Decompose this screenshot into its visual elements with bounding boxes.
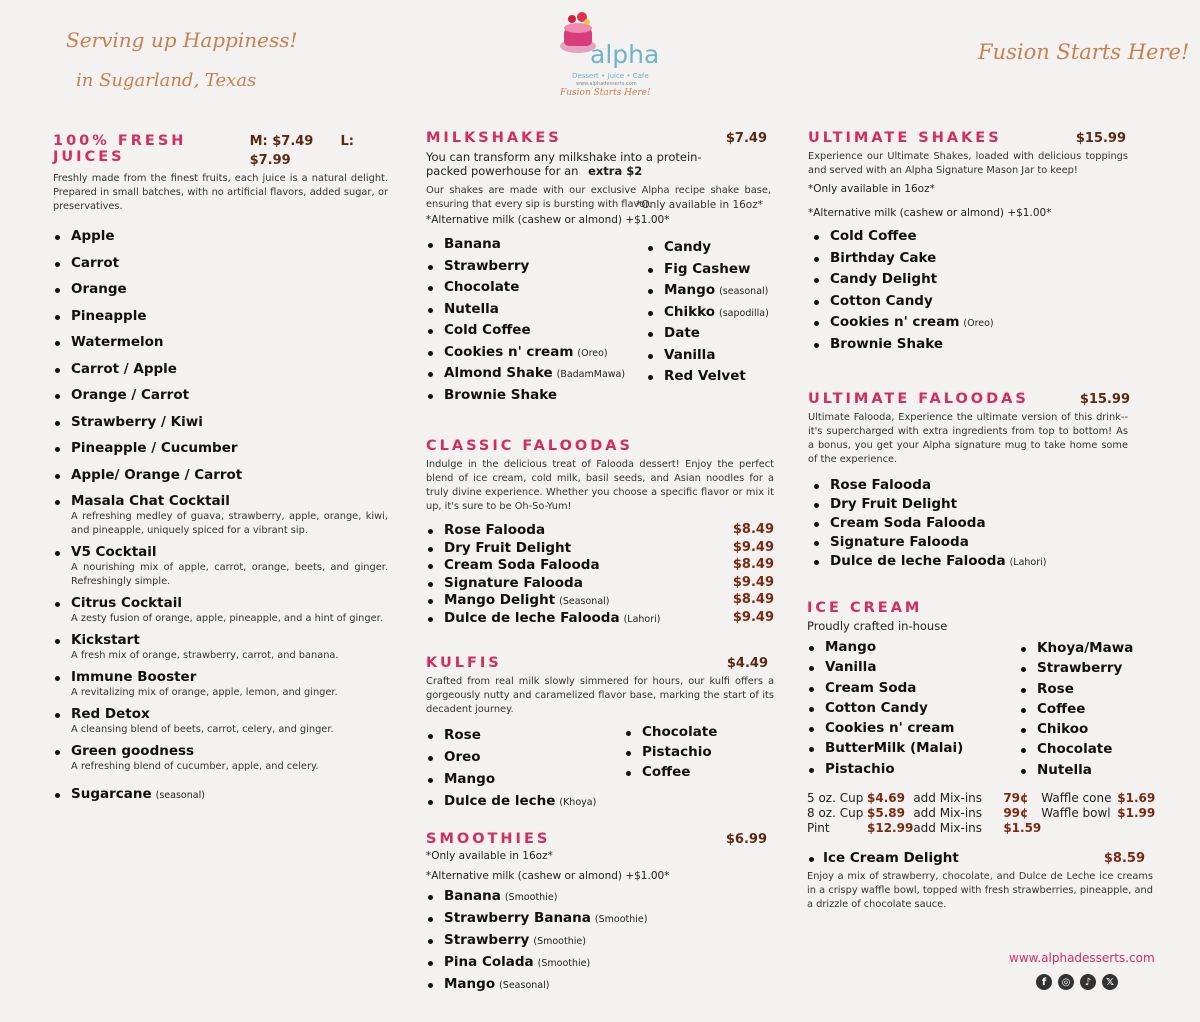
instagram-icon[interactable]: ◎ <box>1058 974 1074 990</box>
item-name: Oreo <box>444 749 481 765</box>
ice-cream-delight <box>807 850 1153 866</box>
milkshakes-lists <box>426 236 771 408</box>
list-item <box>807 680 1019 696</box>
ice-cream-delight-item <box>807 850 959 866</box>
price-label: add Mix-ins <box>913 821 983 836</box>
item-name: Apple <box>71 228 115 244</box>
ultimate-faloodas-list <box>812 477 1128 569</box>
list-item <box>426 387 646 403</box>
item-name: Coffee <box>642 764 691 780</box>
list-item <box>426 771 624 787</box>
price-value: 79¢ <box>1003 791 1029 806</box>
list-item <box>53 632 388 663</box>
item-desc: A zesty fusion of orange, apple, pineapple, and a hint of ginger. <box>71 613 383 624</box>
list-item <box>1019 741 1133 757</box>
item-name: Carrot / Apple <box>71 360 177 377</box>
item-name: Rose <box>1037 680 1074 697</box>
price-value: $1.99 <box>1117 806 1156 821</box>
list-item <box>812 534 1128 550</box>
list-item <box>426 954 771 970</box>
item-name: Chocolate <box>1037 741 1113 758</box>
list-item <box>53 308 388 324</box>
list-item <box>624 744 717 760</box>
item-note: (Lahori) <box>1009 557 1047 568</box>
item-label <box>444 575 583 591</box>
item-note: (seasonal) <box>155 790 205 801</box>
item-name: Strawberry / Kiwi <box>71 413 203 430</box>
list-item <box>812 314 1128 330</box>
item-name: Immune Booster <box>71 669 197 685</box>
list-item <box>1019 660 1133 676</box>
item-name: Coffee <box>1037 700 1086 717</box>
kulfis-price: $4.49 <box>726 655 768 671</box>
milkshakes-col1 <box>426 236 646 408</box>
item-name: Banana <box>444 236 501 252</box>
list-item <box>426 932 771 948</box>
price-value: $1.59 <box>1003 821 1042 836</box>
ice-cream-delight-price: $8.59 <box>1103 850 1145 866</box>
item-price: $9.49 <box>732 574 774 590</box>
item-note: (Smoothie) <box>533 936 586 947</box>
list-item <box>426 301 646 317</box>
list-item <box>1019 762 1133 778</box>
item-name: Strawberry <box>444 932 530 948</box>
price-row <box>807 791 913 806</box>
ultimate-shakes-section <box>808 130 1128 357</box>
item-name: Red Detox <box>71 706 150 722</box>
list-item <box>53 706 388 737</box>
list-item <box>426 365 646 381</box>
list-item <box>426 749 624 765</box>
logo-tagline: Fusion Starts Here! <box>560 88 651 98</box>
item-name: Orange / Carrot <box>71 387 190 403</box>
item-name: Cotton Candy <box>825 699 928 716</box>
list-item <box>426 793 624 809</box>
list-item <box>812 336 1128 352</box>
item-name: Pina Colada <box>444 954 534 970</box>
item-price: $8.49 <box>732 522 774 537</box>
list-item <box>812 553 1128 569</box>
item-price: $8.49 <box>732 557 774 572</box>
classic-faloodas-list <box>426 522 774 626</box>
list-item <box>646 282 769 298</box>
price-row <box>913 791 1041 806</box>
item-label <box>444 592 610 608</box>
juices-title: 100% FRESH JUICES <box>53 133 187 165</box>
item-note: (Smoothie) <box>504 892 558 903</box>
list-item <box>812 477 1128 493</box>
list-item <box>807 720 1019 736</box>
item-price: $8.49 <box>732 592 774 607</box>
item-name: Sugarcane <box>71 786 152 802</box>
item-name: Masala Chat Cocktail <box>71 493 230 509</box>
list-item <box>812 515 1128 531</box>
item-name: Cream Soda Falooda <box>444 557 600 573</box>
item-name: Kickstart <box>71 632 140 648</box>
ultimate-shakes-alt-milk: *Alternative milk (cashew or almond) +$1.00* <box>808 207 1052 219</box>
item-note: (sapodilla) <box>719 307 769 319</box>
item-name: Rose <box>444 727 481 743</box>
item-name: Mango <box>444 771 496 787</box>
price-value: $12.99 <box>867 821 914 836</box>
ice-cream-col1 <box>807 639 1019 782</box>
list-item <box>53 467 388 483</box>
item-name: Brownie Shake <box>444 386 558 403</box>
ice-cream-section <box>807 600 1155 912</box>
milkshakes-desc <box>426 184 771 212</box>
milkshakes-col2 <box>646 239 769 408</box>
ultimate-faloodas-title: ULTIMATE FALOODAS <box>808 391 1029 407</box>
item-name: Orange <box>71 281 127 297</box>
list-item <box>426 236 646 252</box>
price-row <box>807 821 913 836</box>
classic-faloodas-title: CLASSIC FALOODAS <box>426 438 633 454</box>
item-note: (Khoya) <box>559 797 597 808</box>
item-name: Birthday Cake <box>830 249 937 266</box>
item-name: Brownie Shake <box>830 335 944 352</box>
item-name: Rose Falooda <box>830 477 932 493</box>
ultimate-shakes-desc: Experience our Ultimate Shakes, loaded with delicious toppings and served with an Alpha Signature Mason Jar to keep! <box>808 151 1128 176</box>
list-item <box>53 334 388 350</box>
classic-faloodas-desc: Indulge in the delicious treat of Falooda dessert! Enjoy the perfect blend of ice cream, cold milk, basil seeds, and Asian noodles for a truly divine experience. Whether you choose a specific flavor or mix it up, it's sure to be Oh-So-Yum! <box>426 459 774 512</box>
item-name: Fig Cashew <box>664 260 751 277</box>
list-item <box>1019 681 1133 697</box>
list-item <box>53 387 388 403</box>
item-name: Khoya/Mawa <box>1037 640 1134 656</box>
ice-cream-delight-desc: Enjoy a mix of strawberry, chocolate, and Dulce de Leche ice creams in a crispy waffle bowl, topped with fresh strawberries, pineapple, and a drizzle of chocolate sauce. <box>807 871 1153 911</box>
list-item <box>426 910 771 926</box>
price-value: 99¢ <box>1003 806 1029 821</box>
smoothies-section <box>426 831 771 998</box>
logo-sub: Dessert • Juice • Cafe <box>572 72 649 80</box>
logo <box>552 10 660 100</box>
item-name: Green goodness <box>71 743 195 759</box>
list-item <box>426 322 646 338</box>
list-item <box>812 271 1128 287</box>
milkshakes-desc-text: Our shakes are made with our exclusive Alpha recipe shake base, ensuring that every sip is bursting with flavor. <box>426 185 771 210</box>
list-item <box>53 281 388 297</box>
smoothies-alt-milk: *Alternative milk (cashew or almond) +$1.00* <box>426 870 670 882</box>
smoothies-title: SMOOTHIES <box>426 831 551 847</box>
social-icons <box>1030 974 1118 990</box>
smoothies-price: $6.99 <box>725 831 767 847</box>
price-label: 5 oz. Cup <box>807 791 864 806</box>
item-note: (Seasonal) <box>499 980 550 991</box>
list-item <box>1019 640 1133 656</box>
item-name: Pistachio <box>642 744 712 760</box>
item-name: Mango Delight <box>444 592 556 608</box>
tagline-left-1: Serving up Happiness! <box>66 28 298 52</box>
list-item <box>426 592 774 608</box>
juices-list <box>53 228 388 774</box>
item-name: Cream Soda <box>825 679 917 696</box>
item-name: Chikko <box>664 303 716 320</box>
item-desc: A fresh mix of orange, strawberry, carrot, and banana. <box>71 650 339 661</box>
list-item <box>812 228 1128 244</box>
list-item <box>646 261 769 277</box>
price-value: $4.69 <box>867 791 905 806</box>
list-item <box>426 727 624 743</box>
list-item <box>426 522 774 538</box>
list-item <box>426 575 774 591</box>
price-row <box>1041 791 1155 806</box>
item-name: Pineapple / Cucumber <box>71 440 238 456</box>
item-name: Candy <box>664 239 712 255</box>
ultimate-shakes-price: $15.99 <box>1075 130 1126 146</box>
item-name: Strawberry Banana <box>444 910 591 926</box>
item-name: Cookies n' cream <box>825 720 955 737</box>
milkshakes-line1: You can transform any milkshake into a protein-packed powerhouse for an <box>426 150 702 178</box>
tiktok-icon[interactable]: ♪ <box>1080 974 1096 990</box>
item-name: Dulce de leche Falooda <box>444 609 620 626</box>
list-item <box>807 659 1019 675</box>
item-name: Cookies n' cream <box>444 343 574 360</box>
list-item <box>812 250 1128 266</box>
item-name: Nutella <box>444 300 499 317</box>
item-note: (Oreo) <box>963 318 994 329</box>
list-item <box>426 258 646 274</box>
item-name: V5 Cocktail <box>71 544 157 560</box>
list-item <box>53 255 388 271</box>
list-item <box>807 700 1019 716</box>
item-name: Date <box>664 325 700 341</box>
milkshakes-alt-milk: *Alternative milk (cashew or almond) +$1.00* <box>426 214 670 226</box>
item-desc: A refreshing medley of guava, strawberry, apple, orange, kiwi, and pineapple, uniquely spiced for a vibrant sip. <box>71 511 388 536</box>
list-item <box>624 724 717 740</box>
list-item <box>53 743 388 774</box>
logo-url: www.alphadesserts.com <box>576 81 637 87</box>
x-icon[interactable]: 𝕏 <box>1102 974 1118 990</box>
ice-cream-title: ICE CREAM <box>807 600 923 616</box>
list-item <box>646 304 769 320</box>
list-item <box>646 325 769 341</box>
list-item <box>807 740 1019 756</box>
item-note: (Smoothie) <box>537 958 591 969</box>
item-name: Candy Delight <box>830 271 938 287</box>
price-label: 8 oz. Cup <box>807 806 864 821</box>
kulfis-lists <box>426 724 774 815</box>
smoothies-list <box>426 888 771 992</box>
ice-cream-mixins <box>913 791 1041 836</box>
price-label: add Mix-ins <box>913 791 983 806</box>
item-name: ButterMilk (Malai) <box>825 740 964 757</box>
list-item <box>1019 721 1133 737</box>
juices-desc: Freshly made from the finest fruits, each juice is a natural delight. Prepared in small batches, with no artificial flavors, added sugar, or preservatives. <box>53 173 388 212</box>
item-name: Mango <box>825 639 877 655</box>
item-note: (Oreo) <box>577 347 608 359</box>
list-item <box>807 850 959 866</box>
item-name: Nutella <box>1037 761 1092 778</box>
item-name: Banana <box>444 888 501 904</box>
ultimate-faloodas-price: $15.99 <box>1079 391 1130 407</box>
ultimate-faloodas-desc: Ultimate Falooda, Experience the ultimate version of this drink--it's supercharged with extra ingredients from top to bottom! As a bonus, you get your Alpha signature mug to take home some of the experience. <box>808 412 1128 465</box>
item-name: Mango <box>664 282 716 298</box>
item-name: Cotton Candy <box>830 292 933 309</box>
list-item <box>426 976 771 992</box>
item-name: Dry Fruit Delight <box>830 496 958 512</box>
item-name: Citrus Cocktail <box>71 595 182 611</box>
item-name: Red Velvet <box>664 368 746 384</box>
item-desc: A cleansing blend of beets, carrot, celery, and ginger. <box>71 724 334 735</box>
list-item <box>53 669 388 700</box>
tagline-right: Fusion Starts Here! <box>978 40 1190 64</box>
milkshakes-extra: extra $2 <box>588 164 643 178</box>
list-item <box>53 414 388 430</box>
item-label <box>444 557 600 573</box>
list-item <box>53 786 388 802</box>
list-item <box>426 540 774 556</box>
list-item <box>426 557 774 573</box>
item-note: (Smoothie) <box>594 914 648 925</box>
list-item <box>53 228 388 244</box>
item-note: (Seasonal) <box>559 596 610 607</box>
ice-cream-col2 <box>1019 640 1133 782</box>
price-label: Pint <box>807 821 830 836</box>
item-name: Cookies n' cream <box>830 314 960 330</box>
price-value: $5.89 <box>867 806 905 821</box>
item-name: Chikoo <box>1037 721 1089 738</box>
juices-price-m: M: $7.49 <box>249 134 314 149</box>
item-desc: A revitalizing mix of orange, apple, lemon, and ginger. <box>71 687 338 698</box>
price-row <box>1041 806 1155 821</box>
list-item <box>53 440 388 456</box>
list-item <box>53 361 388 377</box>
item-name: Watermelon <box>71 334 164 350</box>
ice-cream-waffles <box>1041 791 1155 836</box>
list-item <box>812 496 1128 512</box>
item-note: (seasonal) <box>719 286 769 297</box>
ultimate-shakes-only16: *Only available in 16oz* <box>808 183 935 195</box>
ultimate-shakes-title: ULTIMATE SHAKES <box>808 130 1002 146</box>
item-name: Signature Falooda <box>444 574 583 591</box>
milkshakes-only16: *Only available in 16oz* <box>636 199 763 211</box>
item-name: Rose Falooda <box>444 522 546 538</box>
kulfis-col2 <box>624 724 717 815</box>
list-item <box>426 344 646 360</box>
list-item <box>53 595 388 626</box>
item-name: Almond Shake <box>444 365 553 381</box>
item-name: Strawberry <box>1037 660 1123 677</box>
classic-faloodas-section <box>426 438 774 627</box>
price-label: Waffle cone <box>1041 791 1112 806</box>
item-name: Vanilla <box>825 659 877 676</box>
item-name: Vanilla <box>664 346 716 363</box>
milkshakes-title: MILKSHAKES <box>426 130 562 146</box>
list-item <box>646 347 769 363</box>
price-row <box>913 806 1041 821</box>
item-name: Pineapple <box>71 307 147 324</box>
item-name: Cold Coffee <box>830 228 917 244</box>
price-row <box>913 821 1041 836</box>
kulfis-section <box>426 655 774 815</box>
item-name: Chocolate <box>444 279 520 295</box>
list-item <box>426 888 771 904</box>
item-name: Apple/ Orange / Carrot <box>71 466 243 483</box>
list-item <box>53 544 388 589</box>
item-name: Dulce de leche Falooda <box>830 553 1006 569</box>
list-item <box>53 493 388 538</box>
item-name: Dulce de leche <box>444 793 556 809</box>
price-label: Waffle bowl <box>1041 806 1111 821</box>
list-item <box>426 279 646 295</box>
ice-cream-pricing <box>807 791 1155 836</box>
kulfis-desc: Crafted from real milk slowly simmered for hours, our kulfi offers a gorgeously nutty and caramelized flavor base, marking the start of its decadent journey. <box>426 676 774 715</box>
item-name: Ice Cream Delight <box>823 850 959 867</box>
ice-cream-subtitle: Proudly crafted in-house <box>807 619 948 633</box>
kulfis-title: KULFIS <box>426 655 502 671</box>
list-item <box>646 368 769 384</box>
item-name: Cold Coffee <box>444 322 531 338</box>
item-name: Signature Falooda <box>830 534 969 550</box>
list-item <box>807 639 1019 655</box>
list-item <box>624 764 717 780</box>
item-price: $9.49 <box>732 539 774 555</box>
list-item <box>646 239 769 255</box>
tagline-left-2: in Sugarland, Texas <box>76 70 257 91</box>
item-name: Chocolate <box>642 724 718 740</box>
juices-price-l: L: $7.99 <box>249 134 354 168</box>
ultimate-faloodas-section <box>808 391 1128 572</box>
list-item <box>426 610 774 626</box>
ice-cream-lists <box>807 639 1155 782</box>
item-note: (Lahori) <box>623 613 661 625</box>
price-value: $1.69 <box>1117 791 1156 806</box>
item-label <box>444 522 545 538</box>
price-row <box>807 806 913 821</box>
item-name: Pistachio <box>825 760 895 777</box>
ultimate-shakes-list <box>812 228 1128 352</box>
item-desc: A nourishing mix of apple, carrot, orange, beets, and ginger. Refreshingly simple. <box>71 562 388 587</box>
website-link[interactable]: www.alphadesserts.com <box>1009 951 1155 965</box>
milkshakes-price: $7.49 <box>725 130 767 146</box>
item-desc: A refreshing blend of cucumber, apple, and celery. <box>71 761 319 772</box>
milkshakes-protein <box>426 150 726 178</box>
milkshakes-section <box>426 130 771 408</box>
item-price: $9.49 <box>732 609 774 625</box>
item-name: Carrot <box>71 254 120 271</box>
list-item <box>812 293 1128 309</box>
price-label: add Mix-ins <box>913 806 983 821</box>
smoothies-only16: *Only available in 16oz* <box>426 850 553 862</box>
list-item <box>1019 701 1133 717</box>
kulfis-col1 <box>426 727 624 815</box>
item-name: Mango <box>444 976 496 992</box>
item-label <box>444 540 571 556</box>
item-name: Strawberry <box>444 257 530 274</box>
ice-cream-sizes <box>807 791 913 836</box>
item-name: Cream Soda Falooda <box>830 515 986 531</box>
item-name: Dry Fruit Delight <box>444 539 572 556</box>
logo-name: alpha <box>590 40 660 69</box>
juices-last <box>53 786 388 802</box>
item-note: (BadamMawa) <box>556 369 626 380</box>
facebook-icon[interactable]: f <box>1036 974 1052 990</box>
juices-section <box>53 130 388 802</box>
item-label <box>444 610 660 626</box>
list-item <box>807 761 1019 777</box>
